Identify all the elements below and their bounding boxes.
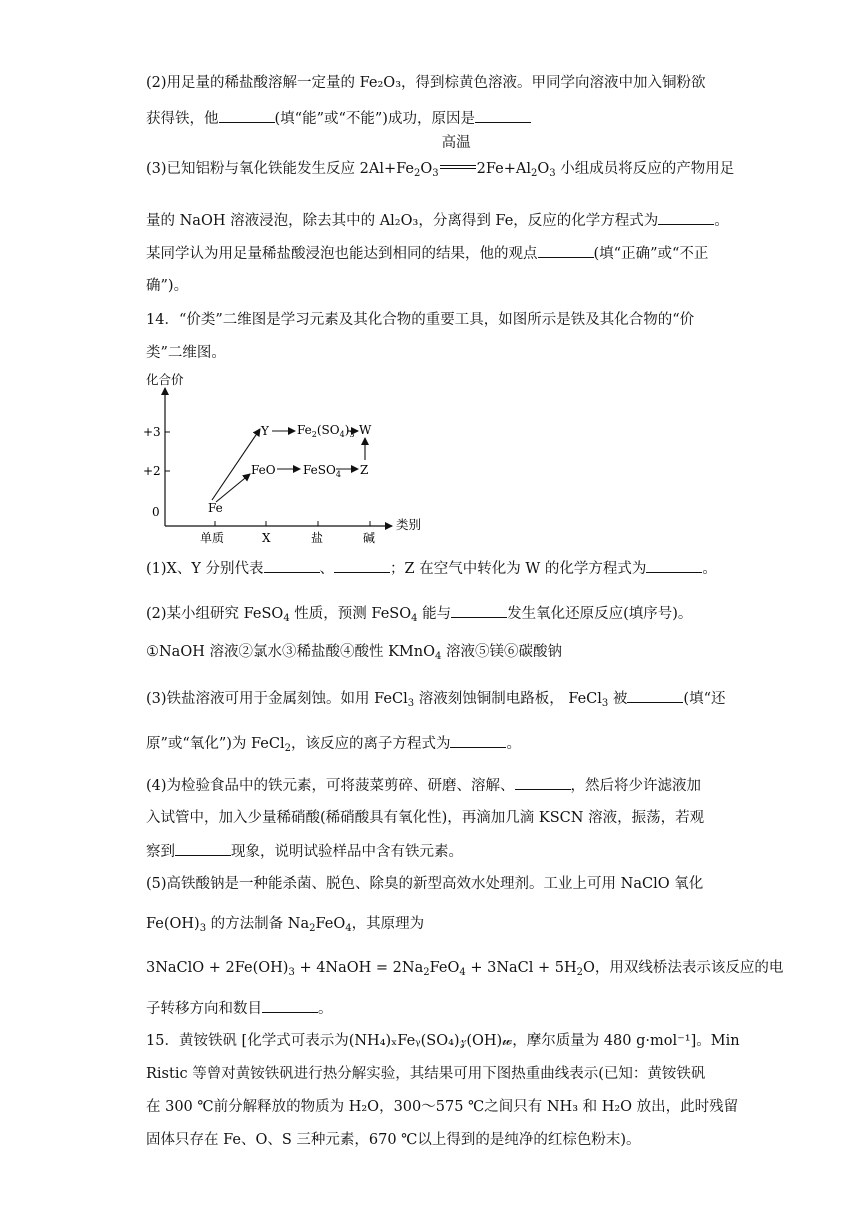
q14-part5-equation: 3NaClO + $2Fe(OH)_3$ + 4NaOH = $2Na_2FeO_4$ + 3NaCl + $5H_2O$，用双线桥法表示该反应的电 (146, 960, 784, 978)
x-tick-label: 碱 (363, 531, 376, 545)
answer-blank[interactable] (515, 775, 571, 790)
q14-intro-line1: 14．“价类”二维图是学习元素及其化合物的重要工具，如图所示是铁及其化合物的“价 (146, 312, 695, 328)
node-feo: FeO (251, 463, 276, 477)
q14-part3-line2: 原”或“氧化”)为 FeCl$_2$，该反应的离子方程式为 。 (146, 733, 521, 754)
answer-blank[interactable] (475, 108, 531, 123)
answer-blank[interactable] (175, 841, 231, 856)
q14-part5-line4: 子转移方向和数目 。 (146, 998, 333, 1019)
answer-blank[interactable] (262, 998, 318, 1013)
q14-part5-line2: $Fe(OH)_3$ 的方法制备 $Na_2FeO_4$，其原理为 (146, 916, 425, 934)
x-tick-label: 单质 (200, 531, 225, 545)
q14-part5-line1: (5)高铁酸钠是一种能杀菌、脱色、除臭的新型高效水处理剂。工业上可用 NaClO 氧化 (146, 876, 704, 892)
q15-line4: 固体只存在 Fe、O、S 三种元素，670 ℃以上得到的是纯净的红棕色粉末)。 (146, 1132, 641, 1148)
y-tick-label: +3 (143, 425, 161, 439)
q13-part2-line2: 获得铁，他 (填“能”或“不能”)成功，原因是 (146, 108, 531, 129)
answer-blank[interactable] (219, 108, 275, 123)
q13-part3-line1: (3)已知铝粉与氧化铁能发生反应 $2Al+Fe_2O_3$ 高温 $2Fe+Al_2O_3$ 小组成员将反应的产物用足 (146, 135, 735, 179)
q13-part3-line4: 确”)。 (146, 278, 189, 294)
q15-line1: 15．黄铵铁矾 [化学式可表示为(NH₄)ₓFeᵧ(SO₄)𝓏(OH)𝓌，摩尔质量为 480 g·mol⁻¹]。Min (146, 1033, 740, 1049)
answer-blank[interactable] (334, 558, 390, 573)
answer-blank[interactable] (627, 688, 683, 703)
x-axis-label: 类别 (396, 517, 422, 532)
x-tick-label: 盐 (311, 531, 324, 545)
answer-blank[interactable] (538, 243, 594, 258)
q15-line2: Ristic 等曾对黄铵铁矾进行热分解实验，其结果可用下图热重曲线表示(已知：黄铵铁矾 (146, 1066, 706, 1082)
answer-blank[interactable] (646, 558, 702, 573)
q14-part1: (1)X、Y 分别代表 、 ；Z 在空气中转化为 W 的化学方程式为 。 (146, 558, 717, 579)
q15-line3: 在 300 ℃前分解释放的物质为 H₂O，300～575 ℃之间只有 NH₃ 和 H₂O 放出，此时残留 (146, 1099, 739, 1115)
node-y: Y (261, 424, 269, 438)
q14-intro-line2: 类”二维图。 (146, 345, 226, 361)
y-tick-label: 0 (152, 505, 160, 519)
node-fe2so43: $Fe_2(SO_4)_3$ (297, 423, 355, 439)
answer-blank[interactable] (451, 603, 507, 618)
node-fe: Fe (208, 501, 223, 515)
q14-part4-line2: 入试管中，加入少量稀硝酸(稀硝酸具有氧化性)，再滴加几滴 KSCN 溶液，振荡，若观 (146, 810, 705, 826)
node-z: Z (360, 463, 369, 477)
reaction-condition: 高温 (440, 159, 476, 173)
valence-class-diagram (140, 366, 440, 546)
arrow-fe-to-feo (216, 474, 250, 502)
y-axis-label: 化合价 (146, 372, 184, 387)
answer-blank[interactable] (450, 733, 506, 748)
x-tick-label: X (262, 531, 271, 545)
answer-blank[interactable] (658, 210, 714, 225)
answer-blank[interactable] (264, 558, 320, 573)
node-w: W (359, 423, 372, 437)
q14-part2: (2)某小组研究 FeSO$_4$ 性质，预测 FeSO$_4$ 能与 发生氧化还原反应(填序号)。 (146, 603, 692, 624)
q14-part4-line1: (4)为检验食品中的铁元素，可将菠菜剪碎、研磨、溶解、 ，然后将少许滤液加 (146, 775, 701, 796)
q13-part3-line2: 量的 NaOH 溶液浸泡，除去其中的 Al₂O₃，分离得到 Fe，反应的化学方程式为 。 (146, 210, 729, 231)
q14-options: ①NaOH 溶液②氯水③稀盐酸④酸性 KMnO$_4$ 溶液⑤镁⑥碳酸钠 (146, 644, 562, 662)
y-tick-label: +2 (143, 464, 161, 478)
node-feso4: FeSO$_4$ (303, 463, 341, 479)
q14-part4-line3: 察到 现象，说明试验样品中含有铁元素。 (146, 841, 463, 862)
q13-part2-line1: (2)用足量的稀盐酸溶解一定量的 Fe₂O₃，得到棕黄色溶液。甲同学向溶液中加入铜粉欲 (146, 75, 706, 91)
q14-part3-line1: (3)铁盐溶液可用于金属刻蚀。如用 FeCl$_3$ 溶液刻蚀铜制电路板， FeCl$_3$ 被 (填“还 (146, 688, 725, 709)
q13-part3-line3: 某同学认为用足量稀盐酸浸泡也能达到相同的结果，他的观点 (填“正确”或“不正 (146, 243, 708, 264)
